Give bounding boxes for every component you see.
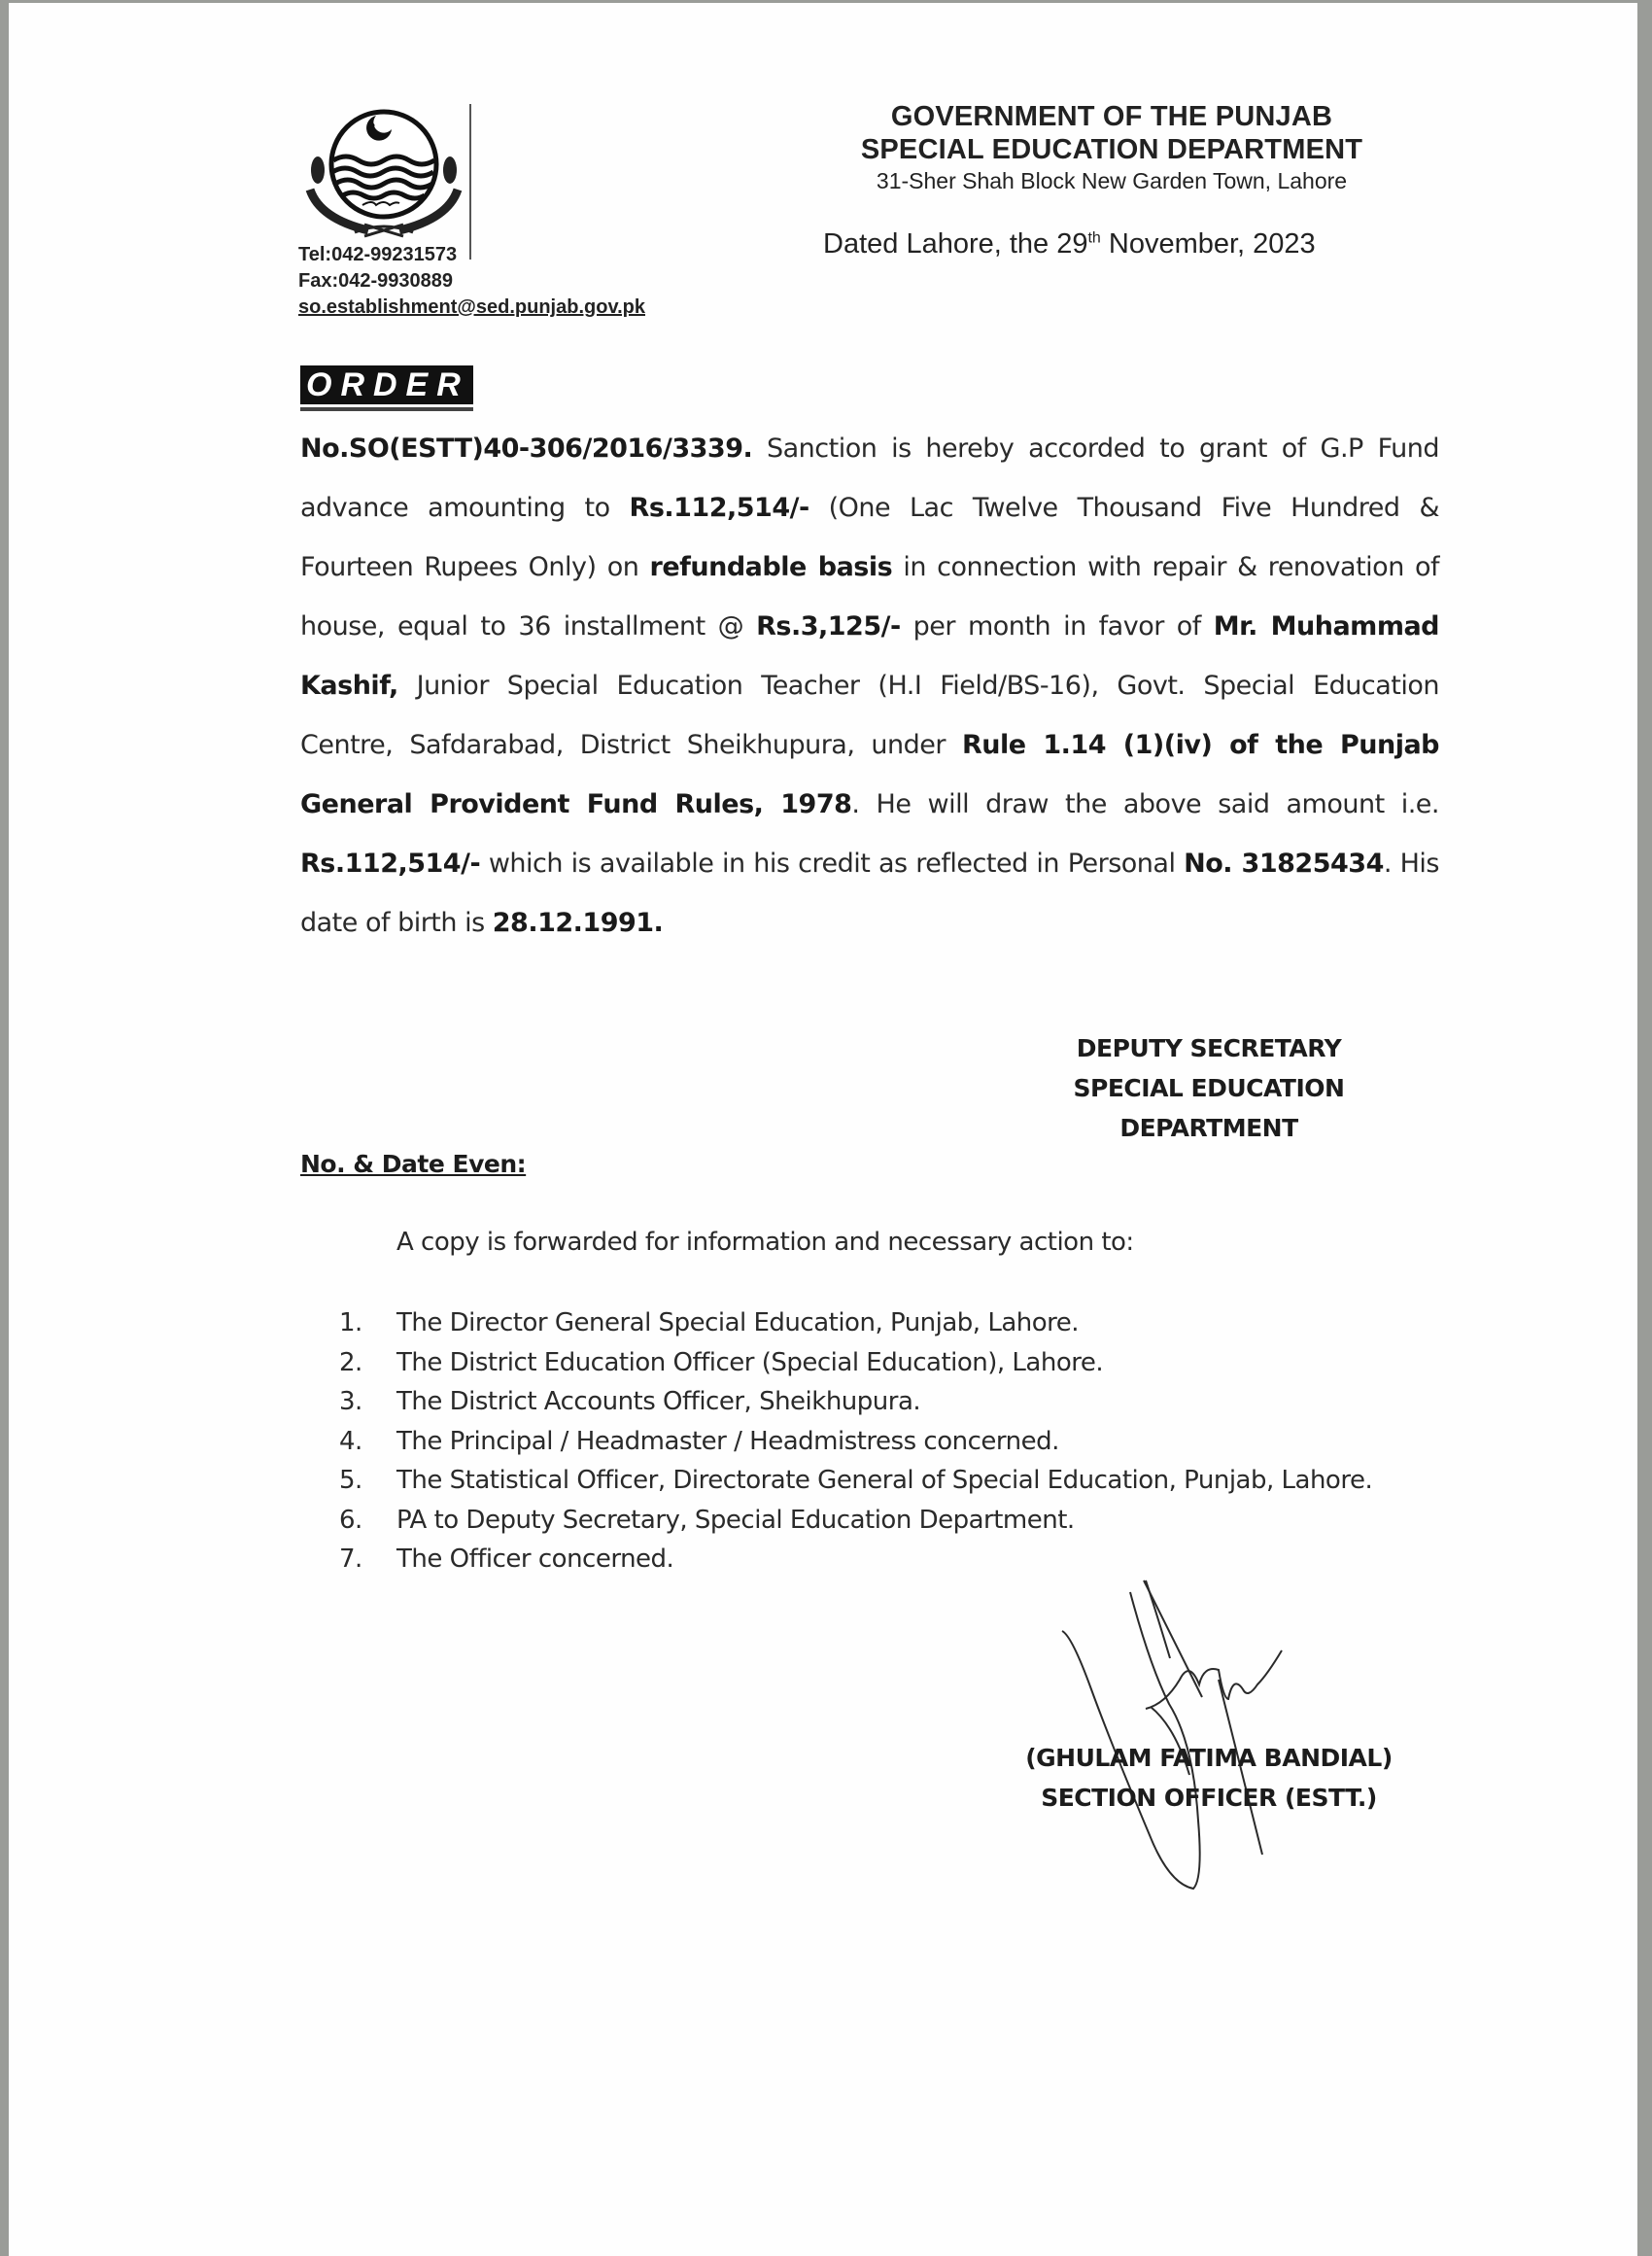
item-text: The Officer concerned. [396, 1544, 674, 1574]
date-suffix: November, 2023 [1100, 228, 1316, 260]
copy-forwarded-intro: A copy is forwarded for information and necessary action to: [396, 1228, 1134, 1257]
signatory-block [1010, 1738, 1408, 1818]
punjab-emblem-logo [296, 100, 471, 246]
telephone-number: Tel:042-99231573 [298, 244, 458, 265]
recipients-list [339, 1303, 1439, 1579]
deputy-dept-line2: DEPARTMENT [1119, 1114, 1298, 1142]
emphasized-text: Mr. Muhammad Kashif, [300, 611, 1440, 701]
list-item [339, 1303, 1439, 1343]
fax-number: Fax:042-9930889 [298, 270, 454, 292]
item-number: 6. [339, 1505, 362, 1535]
list-item [339, 1422, 1439, 1462]
emphasized-text: 28.12.1991. [492, 908, 664, 938]
emphasized-text: Rs.112,514/- [629, 493, 809, 523]
item-text: The Director General Special Education, Punjab, Lahore. [396, 1308, 1080, 1337]
emphasized-text: Rule 1.14 (1)(iv) of the Punjab General Provident Fund Rules, 1978 [300, 730, 1439, 819]
date-prefix: Dated Lahore, the 29 [823, 228, 1088, 260]
department-address: 31-Sher Shah Block New Garden Town, Lahore [876, 168, 1348, 193]
item-number: 5. [339, 1466, 362, 1495]
document-date [823, 228, 1316, 260]
list-item [339, 1501, 1439, 1541]
item-number: 3. [339, 1387, 362, 1416]
list-item [339, 1382, 1439, 1422]
item-number: 7. [339, 1544, 362, 1574]
date-ordinal: th [1087, 229, 1101, 247]
item-text: The Principal / Headmaster / Headmistress concerned. [396, 1426, 1059, 1456]
order-paragraph [300, 419, 1439, 953]
order-title: ORDER [300, 365, 473, 407]
endorsement-heading: No. & Date Even: [300, 1150, 527, 1178]
list-item [339, 1461, 1439, 1501]
paragraph-text: Sanction is hereby accorded to grant of G.P Fund advance amounting to [300, 434, 1439, 523]
paragraph-text: . He will draw the above said amount i.e. [851, 789, 1439, 819]
email-link[interactable]: so.establishment@sed.punjab.gov.pk [298, 296, 645, 318]
paragraph-text: Junior Special Education Teacher (H.I Field/BS-16), Govt. Special Education Centre, Safdarabad, District Sheikhupura, under [300, 671, 1439, 760]
letterhead-title [806, 100, 1418, 195]
deputy-dept-line1: SPECIAL EDUCATION [1073, 1074, 1345, 1102]
item-text: PA to Deputy Secretary, Special Education Department. [396, 1505, 1075, 1535]
item-text: The Statistical Officer, Directorate General of Special Education, Punjab, Lahore. [396, 1466, 1373, 1495]
signatory-name: (GHULAM FATIMA BANDIAL) [1025, 1744, 1393, 1772]
emphasized-text: Rs.112,514/- [300, 849, 481, 879]
emphasized-text: Rs.3,125/- [756, 611, 901, 642]
emphasized-text: No.SO(ESTT)40-306/2016/3339. [300, 434, 753, 464]
signatory-designation: SECTION OFFICER (ESTT.) [1041, 1784, 1377, 1812]
emphasized-text: No. 31825434 [1184, 849, 1384, 879]
paragraph-text: in connection with repair & renovation of house, equal to 36 installment @ [300, 552, 1439, 642]
item-text: The District Education Officer (Special Education), Lahore. [396, 1347, 1104, 1377]
header-divider [469, 104, 471, 260]
deputy-title: DEPUTY SECRETARY [1076, 1034, 1342, 1062]
item-number: 4. [339, 1426, 362, 1456]
paragraph-text: . His date of birth is [300, 849, 1439, 938]
paragraph-text: per month in favor of [900, 611, 1214, 642]
emblem-icon [296, 100, 471, 246]
deputy-secretary-block [1039, 1028, 1379, 1148]
item-text: The District Accounts Officer, Sheikhupura. [396, 1387, 921, 1416]
department-name: SPECIAL EDUCATION DEPARTMENT [860, 134, 1363, 165]
document-page [9, 3, 1637, 2256]
government-name: GOVERNMENT OF THE PUNJAB [890, 101, 1333, 132]
emphasized-text: refundable basis [649, 552, 893, 582]
contact-info [298, 242, 645, 321]
item-number: 1. [339, 1308, 362, 1337]
item-number: 2. [339, 1347, 362, 1377]
list-item [339, 1343, 1439, 1383]
paragraph-text: which is available in his credit as reflected in Personal [480, 849, 1185, 879]
paragraph-text: (One Lac Twelve Thousand Five Hundred & Fourteen Rupees Only) on [300, 493, 1440, 582]
